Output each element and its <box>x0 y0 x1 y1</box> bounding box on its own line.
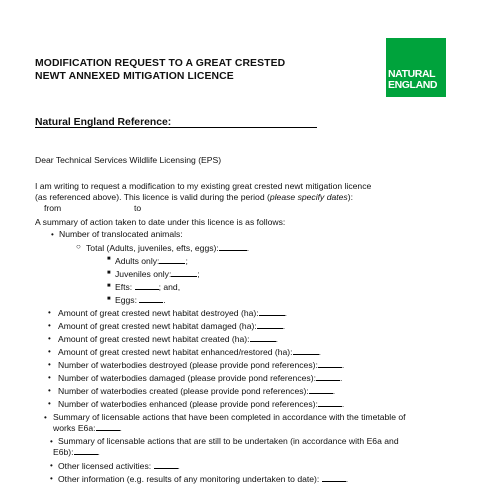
list-item <box>58 398 344 410</box>
bullet-icon: • <box>48 399 51 408</box>
square-bullet-icon: ■ <box>107 296 111 302</box>
bullet-icon: • <box>48 347 51 356</box>
translocated-label: Number of translocated animals: <box>59 229 183 239</box>
list-item-blank[interactable] <box>257 320 286 331</box>
bullet-icon: • <box>50 474 53 483</box>
eggs-blank[interactable] <box>139 294 166 305</box>
other-info-item <box>58 473 348 485</box>
list-item <box>58 320 285 332</box>
from-label: from <box>44 203 62 213</box>
eggs-label: Eggs: <box>115 295 137 305</box>
salutation: Dear Technical Services Wildlife Licensing (EPS) <box>35 155 222 165</box>
bullet-icon: • <box>50 437 53 446</box>
bullet-icon: • <box>48 308 51 317</box>
list-item-end: . <box>341 399 345 409</box>
adults-blank[interactable] <box>159 255 188 266</box>
list-item-end: . <box>284 308 288 318</box>
juveniles-end: ; <box>197 269 200 279</box>
bullet-icon: • <box>44 413 47 422</box>
juveniles-label: Juveniles only: <box>115 269 172 279</box>
list-item-end: . <box>275 334 278 344</box>
reference-input-line[interactable] <box>163 127 317 128</box>
list-item <box>58 372 342 384</box>
square-bullet-icon: ■ <box>107 270 111 276</box>
title-line-1: MODIFICATION REQUEST TO A GREAT CRESTED <box>35 58 286 69</box>
bullet-icon: • <box>51 230 54 239</box>
summary-pending-line-2 <box>53 446 100 458</box>
other-info-label: Other information (e.g. results of any monitoring undertaken to date): <box>58 474 320 484</box>
list-item-blank[interactable] <box>309 385 336 396</box>
summary-completed-end: . <box>119 423 122 433</box>
paragraph-line-2 <box>35 192 353 203</box>
document-title <box>35 58 285 83</box>
square-bullet-icon: ■ <box>107 283 111 289</box>
adults-label: Adults only: <box>115 256 160 266</box>
list-item <box>58 359 344 371</box>
list-item <box>58 385 335 397</box>
efts-blank[interactable] <box>135 281 159 290</box>
paragraph-text-b: ): <box>347 192 353 202</box>
square-bullet-icon: ■ <box>107 256 111 262</box>
list-item-label: Amount of great crested newt habitat destroyed (ha): <box>58 308 259 318</box>
bullet-icon: • <box>48 360 51 369</box>
bullet-icon: • <box>48 373 51 382</box>
other-activities-end: . <box>177 461 180 471</box>
list-item-blank[interactable] <box>250 333 276 342</box>
summary-pending-line-1: Summary of licensable actions that are still to be undertaken (in accordance with E6a and <box>58 436 399 446</box>
list-item-blank[interactable] <box>259 307 288 318</box>
list-item-label: Number of waterbodies enhanced (please provide pond references): <box>58 399 318 409</box>
list-item-blank[interactable] <box>318 359 345 370</box>
list-item-label: Amount of great crested newt habitat enhanced/restored (ha): <box>58 347 293 357</box>
list-item-label: Amount of great crested newt habitat damaged (ha): <box>58 321 257 331</box>
title-line-2: NEWT ANNEXED MITIGATION LICENCE <box>35 70 234 82</box>
other-info-end: . <box>345 474 349 484</box>
paragraph-line-1: I am writing to request a modification to my existing great crested newt mitigation licence <box>35 181 372 191</box>
other-activities-blank[interactable] <box>154 460 178 469</box>
list-item <box>58 333 278 345</box>
bullet-icon: • <box>48 334 51 343</box>
juveniles-item <box>115 268 200 280</box>
paragraph-text-a: (as referenced above). This licence is valid during the period ( <box>35 192 270 202</box>
list-item-blank[interactable] <box>293 346 319 355</box>
efts-item <box>115 281 180 293</box>
summary-completed-blank[interactable] <box>96 422 120 431</box>
list-item-end: . <box>318 347 321 357</box>
logo-text-line-2: ENGLAND <box>388 79 438 91</box>
summary-completed-line-2 <box>53 422 122 434</box>
other-activities-label: Other licensed activities: <box>58 461 152 471</box>
list-item-end: . <box>341 360 345 370</box>
natural-england-logo <box>386 38 446 97</box>
circle-bullet-icon: ○ <box>76 242 81 251</box>
reference-label: Natural England Reference: <box>35 117 172 128</box>
list-item-label: Number of waterbodies created (please provide pond references): <box>58 386 309 396</box>
bullet-icon: • <box>48 386 51 395</box>
list-item-end: . <box>339 373 343 383</box>
efts-end: ; and, <box>158 282 181 292</box>
list-item-label: Number of waterbodies destroyed (please provide pond references): <box>58 360 318 370</box>
total-end: . <box>246 243 250 253</box>
reference-label-underline <box>35 127 163 128</box>
list-item-blank[interactable] <box>318 398 345 409</box>
adults-item <box>115 255 188 267</box>
other-activities-item <box>58 460 180 472</box>
total-item <box>86 242 249 254</box>
total-blank[interactable] <box>219 242 250 253</box>
list-item-label: Number of waterbodies damaged (please provide pond references): <box>58 373 316 383</box>
list-item-end: . <box>282 321 286 331</box>
adults-end: ; <box>185 256 188 266</box>
list-item <box>58 346 321 358</box>
summary-pending-blank[interactable] <box>74 446 98 455</box>
logo-text-line-1: NATURAL <box>388 68 436 80</box>
summary-pending-end: . <box>97 447 100 457</box>
summary-pending-label: E6b): <box>53 447 74 457</box>
list-item-label: Amount of great crested newt habitat created (ha): <box>58 334 250 344</box>
eggs-item <box>115 294 166 306</box>
summary-intro: A summary of action taken to date under this licence is as follows: <box>35 217 286 227</box>
other-info-blank[interactable] <box>322 473 349 484</box>
list-item-end: . <box>332 386 336 396</box>
list-item <box>58 307 287 319</box>
efts-label: Efts: <box>115 282 133 292</box>
bullet-icon: • <box>48 321 51 330</box>
juveniles-blank[interactable] <box>171 268 200 279</box>
summary-completed-line-1: Summary of licensable actions that have been completed in accordance with the timetable of <box>53 412 406 422</box>
summary-completed-label: works E6a: <box>53 423 96 433</box>
eggs-end: . <box>163 295 166 305</box>
total-label: Total (Adults, juveniles, efts, eggs): <box>86 243 219 253</box>
list-item-blank[interactable] <box>316 372 343 383</box>
paragraph-italic: please specify dates <box>269 192 348 202</box>
bullet-icon: • <box>50 461 53 470</box>
to-label: to <box>134 203 142 213</box>
